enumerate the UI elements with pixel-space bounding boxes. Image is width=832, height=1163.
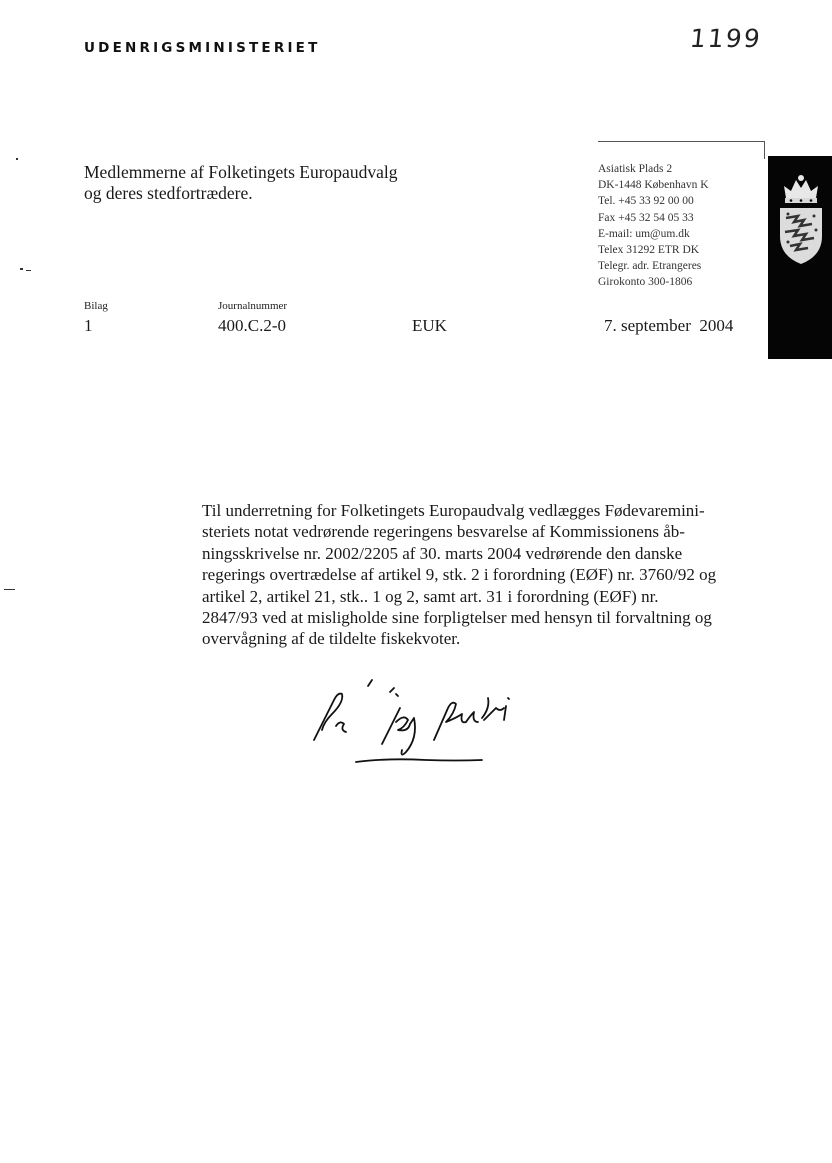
handwritten-page-number: 1199 — [688, 24, 764, 53]
office-code: EUK — [412, 316, 447, 335]
address-block — [598, 161, 709, 291]
address-line: Telex 31292 ETR DK — [598, 244, 700, 257]
body-line: ningsskrivelse nr. 2002/2205 af 30. marts 2004 vedrørende den danske — [202, 543, 683, 563]
journal-label: Journalnummer — [218, 300, 288, 312]
address-line: Telegr. adr. Etrangeres — [598, 260, 702, 273]
scan-speck — [20, 268, 23, 270]
scan-margin-line — [4, 589, 15, 590]
handwritten-signature — [306, 678, 536, 778]
emblem-band — [768, 156, 832, 359]
body-line: overvågning af de tildelte fiskekvoter. — [202, 629, 461, 649]
address-line: Tel. +45 33 92 00 00 — [598, 195, 694, 208]
body-line: regerings overtrædelse af artikel 9, stk. 2 i forordning (EØF) nr. 3760/92 og — [202, 565, 717, 585]
address-line: E-mail: um@um.dk — [598, 227, 690, 240]
body-line: Til underretning for Folketingets Europaudvalg vedlægges Fødevaremini- — [202, 501, 705, 520]
scan-speck — [26, 270, 31, 271]
address-line: DK-1448 København K — [598, 179, 709, 192]
recipient-line: Medlemmerne af Folketingets Europaudvalg — [84, 162, 398, 182]
address-line: Girokonto 300-1806 — [598, 276, 693, 289]
address-line: Fax +45 32 54 05 33 — [598, 211, 694, 224]
recipient-block — [84, 162, 397, 204]
bilag-value: 1 — [84, 316, 93, 335]
ministry-name: UDENRIGSMINISTERIET — [84, 40, 321, 56]
journal-value: 400.C.2-0 — [218, 316, 286, 335]
recipient-line: og deres stedfortrædere. — [84, 183, 253, 203]
body-line: steriets notat vedrørende regeringens besvarelse af Kommissionens åb- — [202, 522, 685, 542]
address-divider — [598, 141, 764, 142]
scan-speck — [16, 158, 18, 160]
body-line: artikel 2, artikel 21, stk.. 1 og 2, samt art. 31 i forordning (EØF) nr. — [202, 586, 659, 606]
coat-of-arms-icon — [776, 174, 826, 266]
address-line: Asiatisk Plads 2 — [598, 163, 673, 175]
body-line: 2847/93 ved at misligholde sine forpligtelser med hensyn til forvaltning og — [202, 608, 712, 628]
address-divider-edge — [764, 141, 765, 159]
letter-date: 7. september 2004 — [604, 316, 734, 335]
body-paragraph — [202, 500, 742, 650]
bilag-label: Bilag — [84, 300, 108, 312]
